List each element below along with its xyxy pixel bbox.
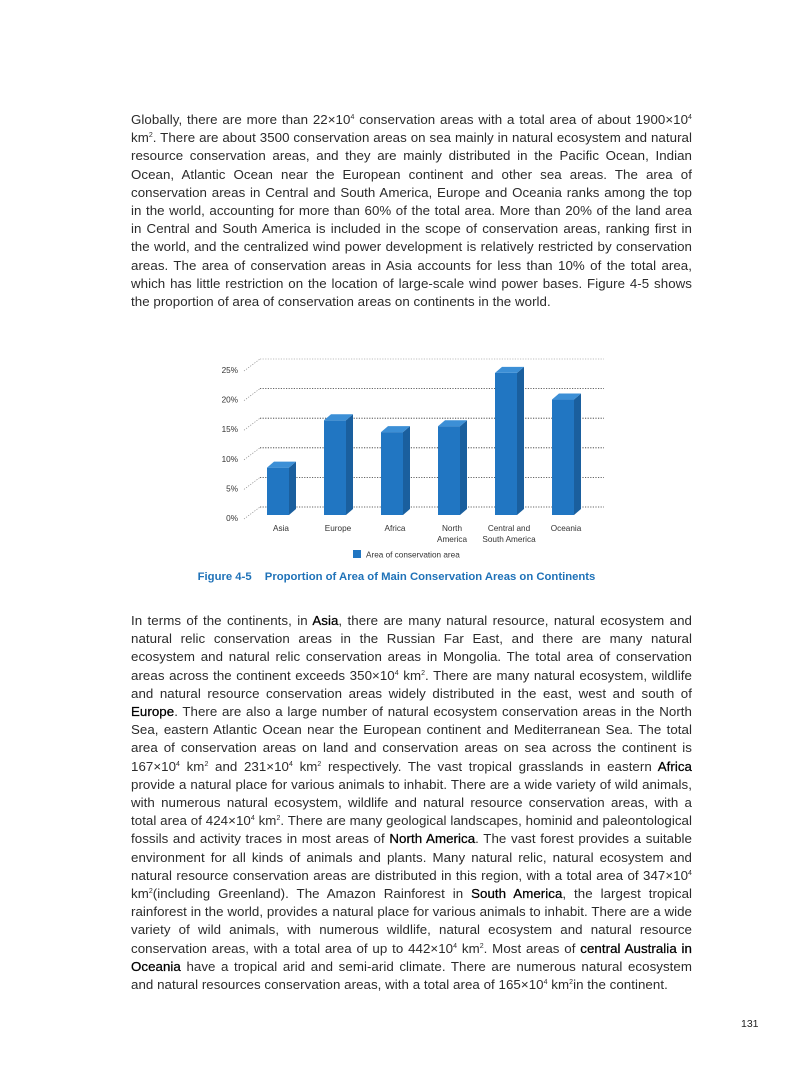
bar-side xyxy=(403,426,410,515)
text-run: . There are about 3500 conservation areas on sea mainly in natural ecosystem and natural resource conservation areas, and they are mainly distributed in the Pacific Ocean, Indian Ocean, Atlantic Ocean near the European continent and other sea areas. The area of conservation areas in Central and South America, Europe and Oceania ranks among the top in the world, accounting for more than 60% of the total area. More than 20% of the land area in Central and South America is included in the scope of conservation areas, ranking first in the world, and the centralized wind power development is relatively restricted by conservation areas. The area of conservation areas in Asia accounts for less than 10% of the total area, which has little restriction on the location of large-scale wind power bases. Figure 4-5 shows the proportion of area of conservation areas on continents in the world. xyxy=(131,130,692,310)
superscript: 2 xyxy=(479,942,484,950)
gridline-diagonal xyxy=(244,389,260,401)
text-run: km xyxy=(547,977,570,993)
superscript: 4 xyxy=(394,669,399,677)
superscript: 4 xyxy=(250,815,255,823)
text-run: km xyxy=(292,758,318,774)
text-run: km xyxy=(254,813,277,829)
text-run: . There are also a large number of natural ecosystem conservation areas in the North Sea, eastern Atlantic Ocean near the European continent and Mediterranean Sea. The total area of conservation areas on land and conservation areas on sea across the continent is 167×10 xyxy=(131,704,692,774)
gridline-diagonal xyxy=(244,359,260,371)
superscript: 4 xyxy=(350,114,355,121)
superscript: 2 xyxy=(148,132,153,140)
bar-front xyxy=(267,468,289,515)
bar xyxy=(438,420,467,515)
bar xyxy=(552,394,581,515)
y-tick-label: 0% xyxy=(226,514,238,523)
text-run: provide a natural place for various animals to inhabit. There are a wide variety of wild animals, with numerous natural ecosystem, wildlife and natural resource conservation areas, with a total area of 424×10 xyxy=(131,776,692,829)
text-run: in the continent. xyxy=(573,977,668,993)
text-run: respectively. The vast tropical grasslands in eastern xyxy=(321,758,658,774)
superscript: 4 xyxy=(543,979,548,987)
bar-side xyxy=(346,414,353,515)
text-run: km xyxy=(131,130,149,146)
bars xyxy=(267,367,581,515)
emphasized-term: South America xyxy=(471,886,563,902)
text-run: . Most areas of xyxy=(483,940,581,956)
superscript: 4 xyxy=(176,760,180,768)
legend-swatch xyxy=(353,550,361,558)
text-run: Globally, there are more than 22×10 xyxy=(131,112,351,127)
emphasized-term: Europe xyxy=(131,704,175,720)
y-tick-label: 5% xyxy=(226,484,238,494)
text-run: and 231×10 xyxy=(208,758,289,774)
emphasized-term: North America xyxy=(389,831,476,847)
y-tick-label: 20% xyxy=(221,395,238,405)
superscript: 4 xyxy=(289,760,293,768)
superscript: 2 xyxy=(317,760,322,768)
figure-title: Proportion of Area of Main Conservation Areas on Continents xyxy=(264,571,596,583)
superscript: 2 xyxy=(204,760,209,768)
text-run: In terms of the continents, in xyxy=(131,613,313,628)
text-run: . There are many geological landscapes, hominid and paleontological fossils and activity traces in most areas of xyxy=(131,813,692,847)
bar-front xyxy=(495,373,517,515)
bar-front xyxy=(324,420,346,515)
bar-front xyxy=(381,432,403,515)
bar-front xyxy=(552,400,574,515)
superscript: 4 xyxy=(688,114,692,121)
bar-chart xyxy=(200,345,620,570)
x-tick-label: Oceania xyxy=(550,524,582,533)
y-tick-label: 15% xyxy=(221,425,238,435)
figure-caption xyxy=(0,571,793,583)
text-run: (including Greenland). The Amazon Rainforest in xyxy=(152,886,472,902)
bar-side xyxy=(289,462,296,515)
superscript: 2 xyxy=(276,815,281,823)
bar-front xyxy=(438,426,460,515)
text-run: have a tropical arid and semi-arid climate. There are numerous natural ecosystem and natural resources conservation areas, with a total area of 165×10 xyxy=(131,958,692,993)
text-run: . There are many natural ecosystem, wildlife and natural resource conservation areas widely distributed in the east, west and south of xyxy=(131,667,692,701)
superscript: 2 xyxy=(148,888,153,896)
legend xyxy=(353,550,460,560)
bar xyxy=(495,367,524,515)
superscript: 2 xyxy=(569,979,574,987)
x-tick-label: America xyxy=(436,535,468,544)
x-tick-label: Central and xyxy=(487,524,531,533)
bar-side xyxy=(574,394,581,515)
y-tick-label: 10% xyxy=(221,454,238,464)
text-run: conservation areas with a total area of about 1900×10 xyxy=(354,112,689,127)
text-run: km xyxy=(131,886,149,902)
bar xyxy=(324,414,353,515)
x-tick-label: South America xyxy=(482,535,536,544)
emphasized-term: central Australia in Oceania xyxy=(131,940,692,974)
bar-side xyxy=(460,420,467,515)
emphasized-term: Africa xyxy=(657,758,692,774)
y-axis-ticks xyxy=(222,366,238,523)
text-run: . The vast forest provides a suitable environment for all kinds of animals and plants. Many natural relic, natural ecosystem and natural resource conservation areas are distributed in this region, with a total area of 347×10 xyxy=(131,831,692,883)
legend-label: Area of conservation area xyxy=(366,550,460,560)
body-paragraph xyxy=(131,612,692,994)
y-tick-label: 25% xyxy=(221,366,238,375)
gridline-diagonal xyxy=(244,418,260,430)
figure-number: Figure 4-5 xyxy=(197,571,252,583)
text-run: , the largest tropical rainforest in the world, provides a natural place for various animals to inhabit. There are a wide variety of wild animals, with numerous wildlife, natural ecosystem and natural resource conservation areas, with a total area of up to 442×10 xyxy=(131,886,693,956)
x-tick-label: Asia xyxy=(273,524,289,533)
text-run: , there are many natural resource, natural ecosystem and natural relic conservation areas in the Russian Far East, and there are many natural ecosystem and natural relic conservation areas in Mongolia. The total area of conservation areas across the continent exceeds 350×10 xyxy=(131,613,692,683)
page-number: 131 xyxy=(741,1018,759,1030)
x-tick-label: Europe xyxy=(324,524,352,533)
emphasized-term: Asia xyxy=(312,613,339,628)
text-run: km xyxy=(457,940,480,956)
bar xyxy=(267,462,296,515)
x-tick-label: North xyxy=(441,524,463,533)
superscript: 4 xyxy=(688,869,692,877)
gridline-diagonal xyxy=(244,448,260,460)
superscript: 2 xyxy=(421,669,426,677)
intro-paragraph xyxy=(131,111,692,311)
bar-side xyxy=(517,367,524,515)
x-tick-label: Africa xyxy=(384,524,406,533)
gridline-diagonal xyxy=(244,477,260,489)
superscript: 4 xyxy=(453,942,458,950)
gridline-diagonal xyxy=(244,507,260,519)
text-run: km xyxy=(398,667,422,683)
x-axis-labels xyxy=(273,524,582,544)
bar xyxy=(381,426,410,515)
text-run: km xyxy=(180,758,205,774)
gridlines xyxy=(244,359,604,519)
